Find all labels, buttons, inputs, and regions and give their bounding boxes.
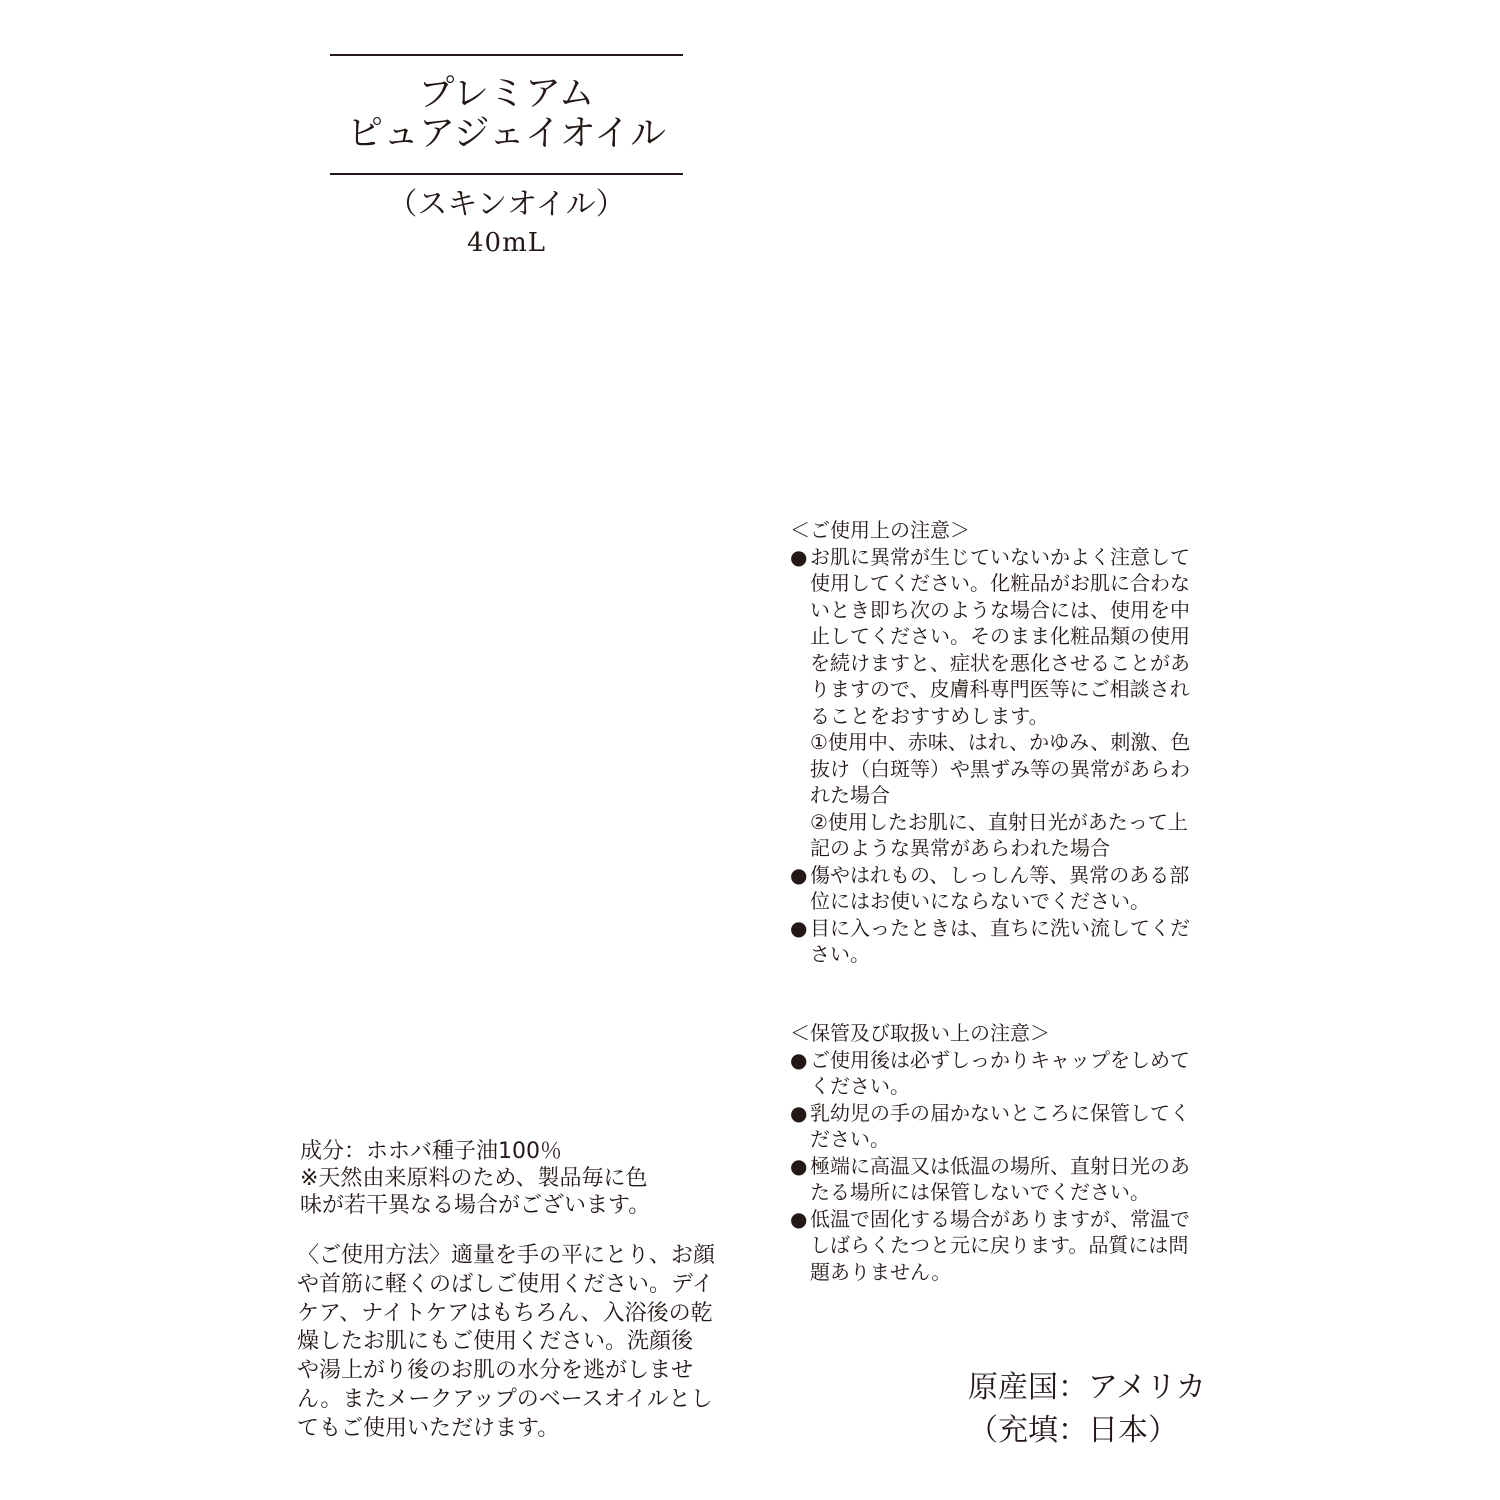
caution-item-text <box>810 544 1230 862</box>
bullet: ● <box>790 544 808 569</box>
text-line: ②使用したお肌に、直射日光があたって上 <box>810 809 1188 834</box>
storage-item <box>790 1100 1230 1153</box>
bullet: ● <box>790 915 808 940</box>
bullet: ● <box>790 1100 808 1125</box>
bullet: ● <box>790 862 808 887</box>
storage-cautions <box>790 1020 1230 1285</box>
text-line: ださい。 <box>810 1127 890 1151</box>
text-line: てもご使用いただけます。 <box>297 1415 560 1441</box>
text-line: ケア、ナイトケアはもちろん、入浴後の乾 <box>297 1300 713 1326</box>
text-line: を続けますと、症状を悪化させることがあ <box>810 650 1190 675</box>
text-line: れた場合 <box>810 783 890 807</box>
text-line: 燥したお肌にもご使用ください。洗顔後 <box>297 1329 694 1355</box>
filling-country: （充填：日本） <box>968 1413 1178 1448</box>
text-line: ①使用中、赤味、はれ、かゆみ、刺激、色 <box>810 730 1191 754</box>
storage-item <box>790 1153 1230 1206</box>
caution-item <box>790 915 1230 968</box>
text-line: 味が若干異なる場合がございます。 <box>300 1193 651 1218</box>
storage-item-text <box>810 1153 1230 1206</box>
text-line: 〈ご使用方法〉適量を手の平にとり、お顔 <box>297 1243 716 1268</box>
text-line: や湯上がり後のお肌の水分を逃がしませ <box>297 1358 694 1384</box>
text-line: 傷やはれもの、しっしん等、異常のある部 <box>810 862 1190 887</box>
text-line: 乳幼児の手の届かないところに保管してく <box>810 1100 1190 1125</box>
text-line: ることをおすすめします。 <box>810 703 1049 728</box>
product-type: （スキンオイル） <box>387 187 626 222</box>
storage-item-text <box>810 1206 1230 1286</box>
text-line: 題ありません。 <box>810 1259 952 1284</box>
text-line: ん。またメークアップのベースオイルとし <box>297 1386 713 1412</box>
text-line: ご使用後は必ずしっかりキャップをしめて <box>810 1047 1190 1072</box>
text-line: 使用してください。化粧品がお肌に合わな <box>810 571 1190 595</box>
text-line: 位にはお使いにならないでください。 <box>810 889 1150 913</box>
storage-item <box>790 1047 1230 1100</box>
text-line: さい。 <box>810 942 870 966</box>
text-line: りますので、皮膚科専門医等にご相談され <box>810 677 1190 701</box>
product-title-block <box>330 54 683 175</box>
text-line: 目に入ったときは、直ちに洗い流してくだ <box>810 915 1190 940</box>
text-line: しばらくたつと元に戻ります。品質には問 <box>810 1233 1189 1257</box>
caution-item <box>790 544 1230 862</box>
text-line: 記のような異常があらわれた場合 <box>810 836 1110 860</box>
ingredients <box>300 1138 740 1219</box>
text-line: 低温で固化する場合がありますが、常温で <box>810 1206 1190 1231</box>
usage-cautions <box>790 517 1230 968</box>
usage-cautions-heading: ＜ご使用上の注意＞ <box>790 518 970 542</box>
product-name-line2: ピュアジェイオイル <box>347 113 666 154</box>
bullet: ● <box>790 1153 808 1178</box>
product-name-line1: プレミアム <box>418 73 595 114</box>
text-line: お肌に異常が生じていないかよく注意して <box>810 544 1190 569</box>
text-line: いとき即ち次のような場合には、使用を中 <box>810 597 1190 622</box>
origin-country: 原産国：アメリカ <box>968 1370 1206 1405</box>
text-line: 止してください。そのまま化粧品類の使用 <box>810 624 1190 648</box>
storage-item-text <box>810 1100 1230 1153</box>
directions-for-use <box>297 1242 737 1444</box>
storage-item-text <box>810 1047 1230 1100</box>
bullet: ● <box>790 1206 808 1231</box>
storage-cautions-heading: ＜保管及び取扱い上の注意＞ <box>790 1021 1050 1045</box>
text-line: 成分：ホホバ種子油100％ <box>300 1139 562 1164</box>
caution-item <box>790 862 1230 915</box>
text-line: たる場所には保管しないでください。 <box>810 1180 1150 1204</box>
country-of-origin <box>968 1366 1206 1452</box>
caution-item-text <box>810 915 1230 968</box>
product-volume: 40mL <box>466 228 546 258</box>
text-line: ※天然由来原料のため、製品毎に色 <box>300 1166 648 1191</box>
title-bottom-rule <box>330 173 683 175</box>
text-line: ください。 <box>810 1074 910 1098</box>
bullet: ● <box>790 1047 808 1072</box>
product-name <box>330 56 683 173</box>
text-line: や首筋に軽くのばしご使用ください。デイ <box>297 1271 714 1297</box>
caution-item-text <box>810 862 1230 915</box>
storage-item <box>790 1206 1230 1286</box>
text-line: 極端に高温又は低温の場所、直射日光のあ <box>810 1153 1190 1178</box>
text-line: 抜け（白斑等）や黒ずみ等の異常があらわ <box>810 756 1190 781</box>
